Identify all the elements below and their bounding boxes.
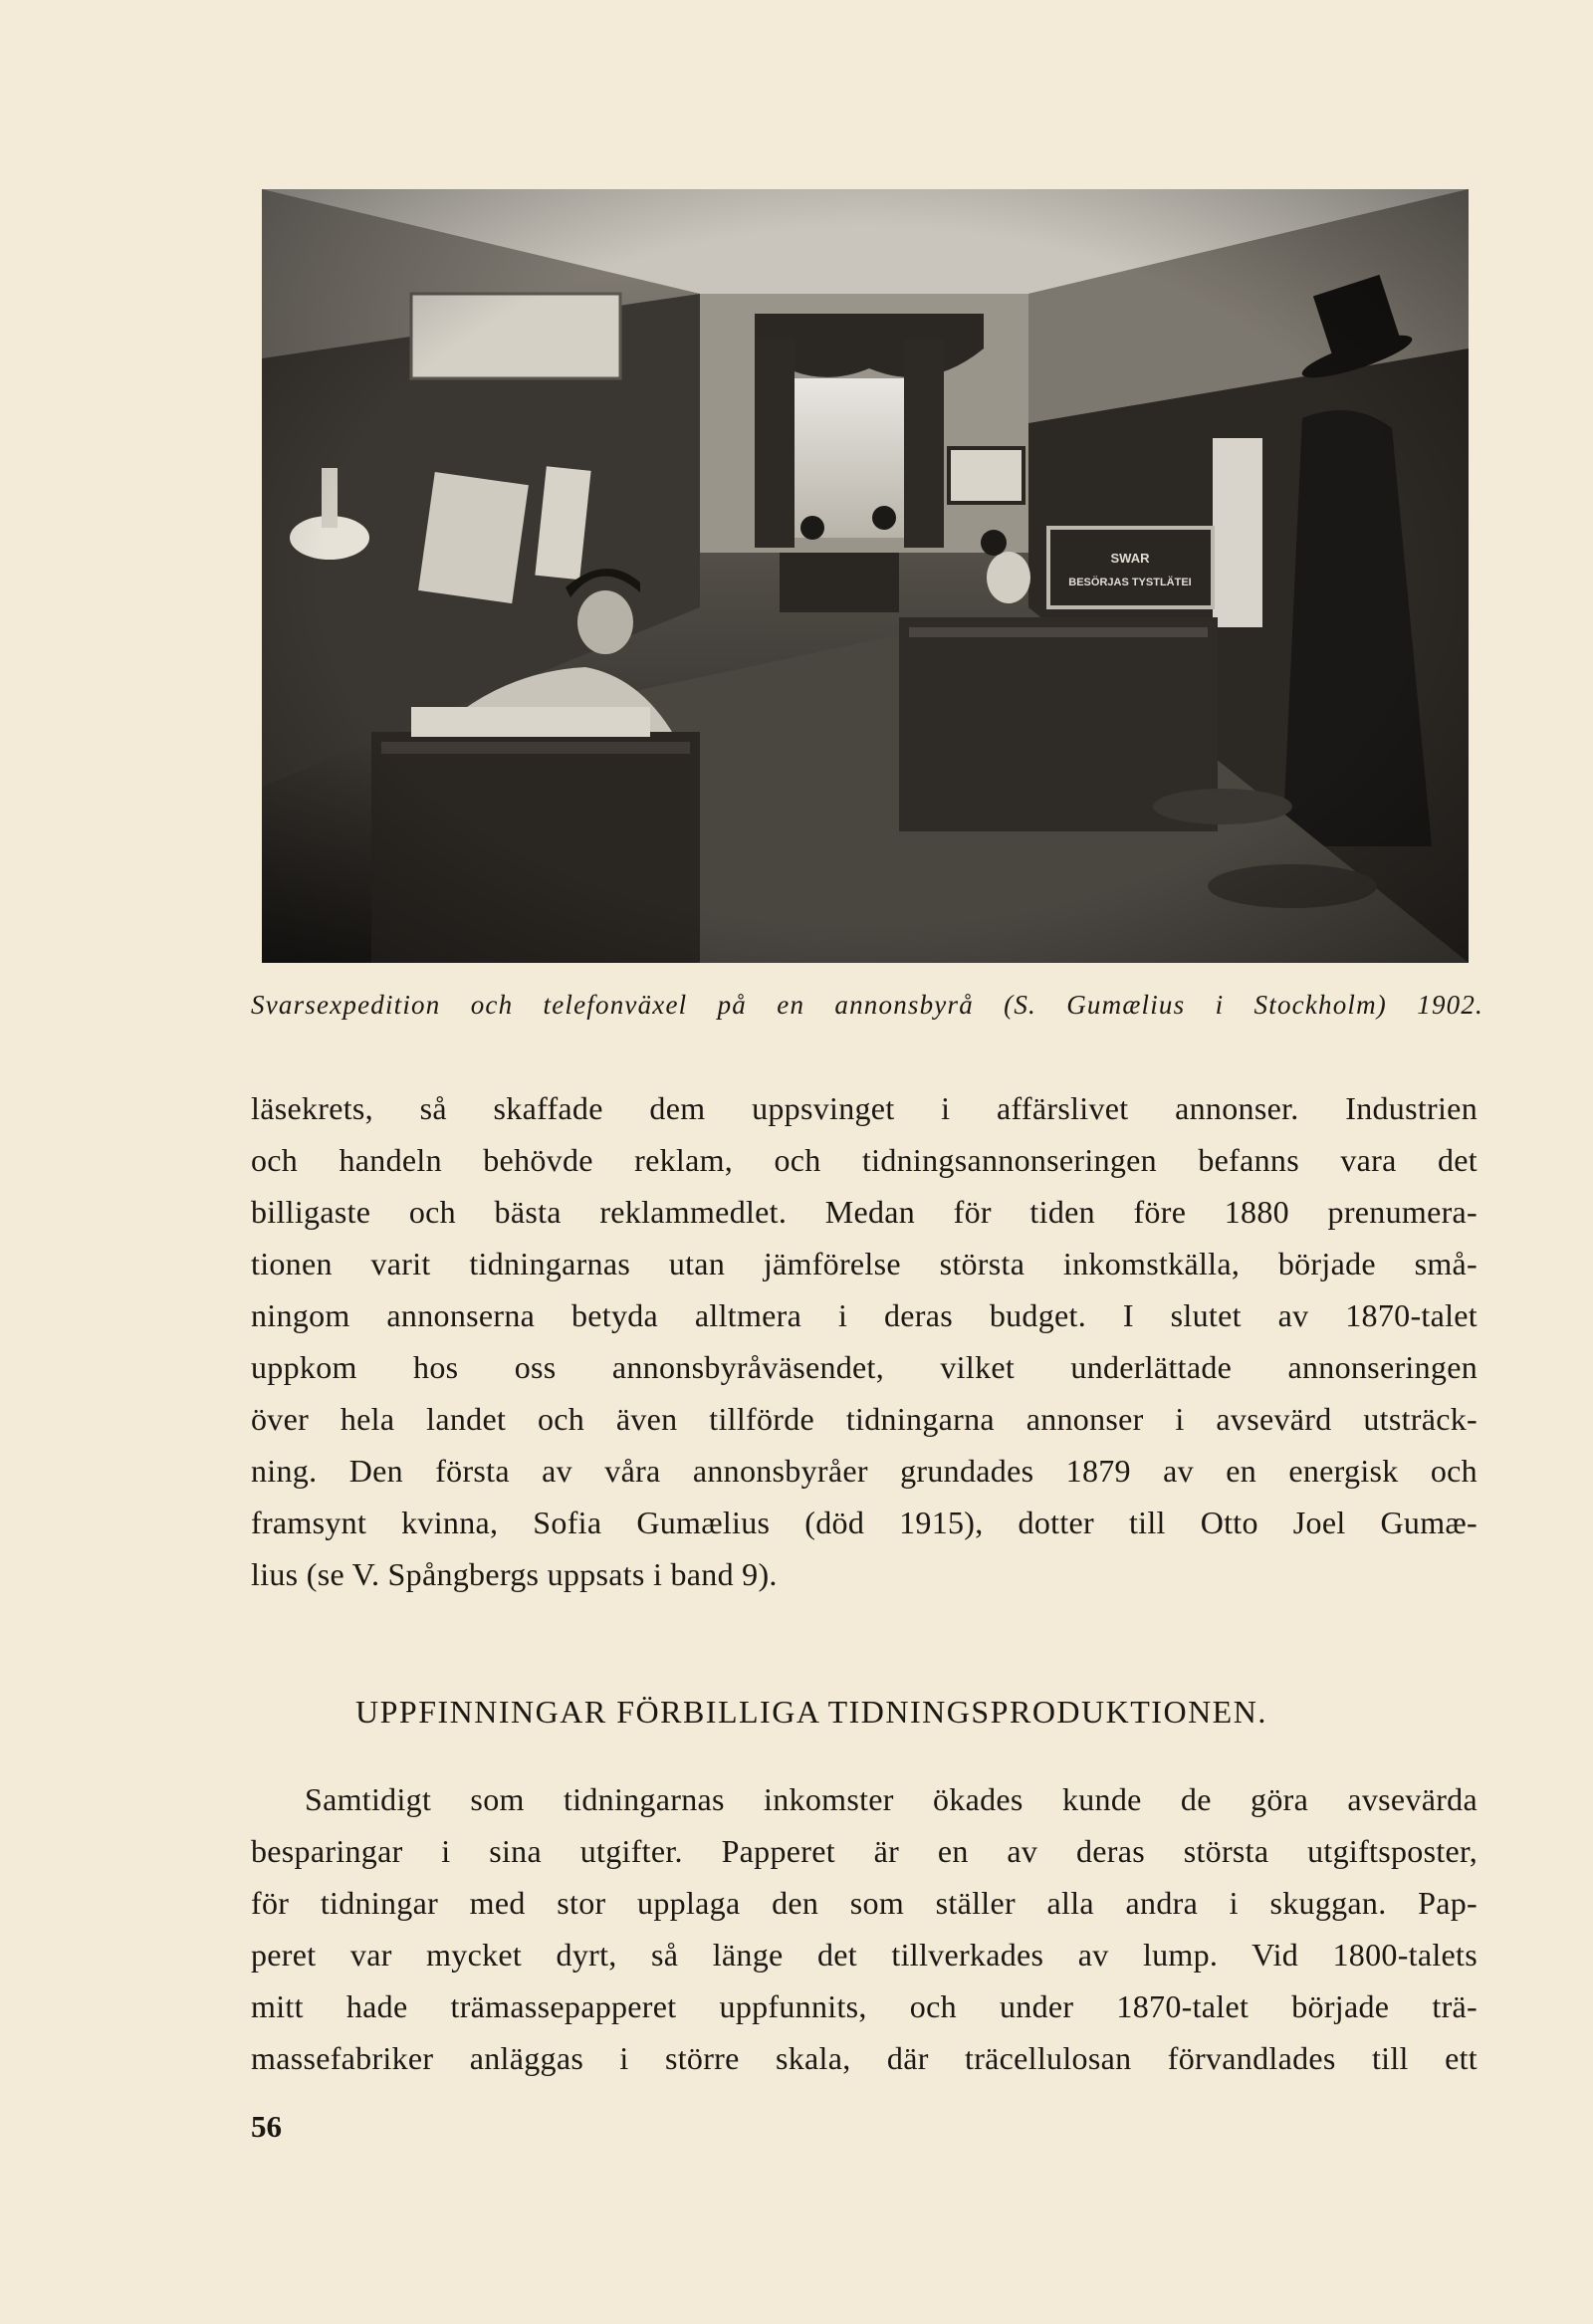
page-number: 56: [251, 2109, 282, 2144]
text-line: över hela landet och även tillförde tidningarna annonser i avsevärd utsträck-: [251, 1401, 1478, 1437]
text-line: peret var mycket dyrt, så länge det tillverkades av lump. Vid 1800-talets: [251, 1937, 1478, 1973]
section-heading: UPPFINNINGAR FÖRBILLIGA TIDNINGSPRODUKTIONEN.: [355, 1694, 1267, 1730]
body-paragraph-1: [251, 1082, 1478, 1600]
text-line: uppkom hos oss annonsbyråväsendet, vilket underlättade annonseringen: [251, 1349, 1478, 1385]
text-line: ning. Den första av våra annonsbyråer grundades 1879 av en energisk och: [251, 1453, 1478, 1489]
text-line: framsynt kvinna, Sofia Gumælius (död 1915), dotter till Otto Joel Gumæ-: [251, 1505, 1478, 1540]
photo-caption: Svarsexpedition och telefonväxel på en annonsbyrå (S. Gumælius i Stockholm) 1902.: [251, 990, 1483, 1020]
text-line: och handeln behövde reklam, och tidningsannonseringen befanns vara det: [251, 1142, 1478, 1178]
text-line: billigaste och bästa reklammedlet. Medan för tiden före 1880 prenumera-: [251, 1194, 1478, 1230]
text-line: läsekrets, så skaffade dem uppsvinget i affärslivet annonser. Industrien: [251, 1090, 1478, 1126]
body-paragraph-2: [251, 1773, 1478, 2084]
text-line: för tidningar med stor upplaga den som ställer alla andra i skuggan. Pap-: [251, 1885, 1478, 1921]
text-line: tionen varit tidningarnas utan jämförelse största inkomstkälla, började små-: [251, 1246, 1478, 1281]
text-line: ningom annonserna betyda alltmera i deras budget. I slutet av 1870-talet: [251, 1297, 1478, 1333]
text-line: besparingar i sina utgifter. Papperet är en av deras största utgiftsposter,: [251, 1833, 1478, 1869]
office-photograph-illustration: [262, 189, 1469, 963]
text-line: massefabriker anläggas i större skala, där träcellulosan förvandlades till ett: [251, 2040, 1478, 2076]
office-photograph: [262, 189, 1469, 963]
text-line: mitt hade trämassepapperet uppfunnits, och under 1870-talet började trä-: [251, 1988, 1478, 2024]
text-line: Samtidigt som tidningarnas inkomster ökades kunde de göra avsevärda: [305, 1781, 1478, 1817]
text-line: lius (se V. Spångbergs uppsats i band 9).: [251, 1556, 778, 1592]
